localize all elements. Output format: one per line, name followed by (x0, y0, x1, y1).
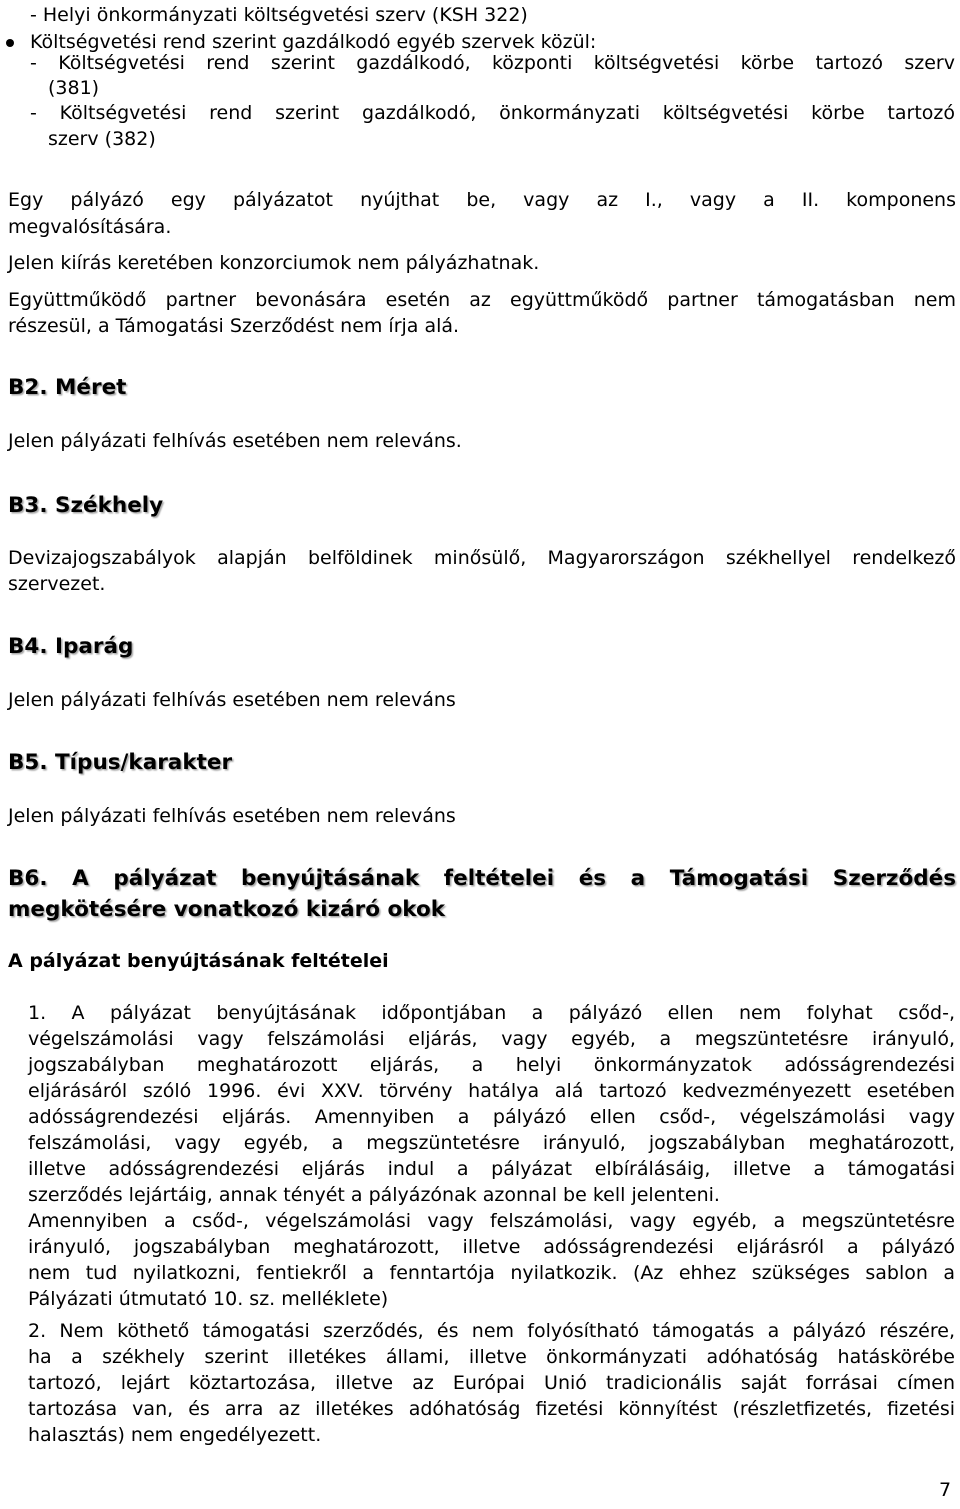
condition-line: halasztás) nem engedélyezett. (28, 1424, 322, 1446)
section-heading-b2 (8, 375, 126, 400)
condition-line: tartozó, lejárt köztartozása, illetve az Európai Unió tradicionális saját forrásai címen (28, 1372, 955, 1394)
paragraph-konzorcium: Jelen kiírás keretében konzorciumok nem pályázhatnak. (8, 252, 540, 274)
condition-line: ha a székhely szerint illetékes állami, illetve önkormányzati adóhatóság hatáskörébe (28, 1346, 955, 1368)
paragraph-egyuttmukodo-cont: részesül, a Támogatási Szerződést nem írja alá. (8, 315, 460, 337)
condition-item-2 (28, 1318, 955, 1448)
list-item-onkormanyzati: - Költségvetési rend szerint gazdálkodó, önkormányzati költségvetési körbe tartozó (30, 102, 955, 124)
condition-line: nem tud nyilatkozni, fentiekről a fenntartója nyilatkozik. (Az ehhez szükséges sablon a (28, 1262, 955, 1284)
section-text-b5: Jelen pályázati felhívás esetében nem releváns (8, 805, 456, 827)
condition-line: Amennyiben a csőd-, végelszámolási vagy felszámolási, vagy egyéb, a megszüntetésre (28, 1210, 955, 1232)
section-heading-b6-cont: megkötésére vonatkozó kizáró okok (8, 897, 446, 922)
list-item-helyi: - Helyi önkormányzati költségvetési szerv (KSH 322) (30, 4, 528, 26)
section-number: B3. (8, 493, 48, 518)
subsection-title: A pályázat benyújtásának feltételei (8, 950, 389, 972)
section-title: Méret (55, 375, 127, 400)
list-item-kozponti-cont: (381) (48, 77, 100, 99)
condition-line: irányuló, jogszabályban meghatározott, illetve adósságrendezési eljárásról a pályázó (28, 1236, 955, 1258)
section-text-b3-cont: szervezet. (8, 573, 106, 595)
paragraph-egy-palyazo: Egy pályázó egy pályázatot nyújthat be, vagy az I., vagy a II. komponens (8, 189, 956, 211)
condition-line: eljárásáról szóló 1996. évi XXV. törvény hatálya alá tartozó kedvezményezett esetében (28, 1080, 955, 1102)
section-title: Iparág (55, 634, 134, 659)
section-number: B2. (8, 375, 48, 400)
section-heading-b3 (8, 493, 163, 518)
paragraph-egy-palyazo-cont: megvalósítására. (8, 216, 172, 238)
paragraph-egyuttmukodo: Együttműködő partner bevonására esetén az együttműködő partner támogatásban nem (8, 289, 956, 311)
section-number: B5. (8, 750, 48, 775)
section-title: A pályázat benyújtásának feltételei és a Támogatási Szerződés (72, 866, 956, 891)
condition-line: végelszámolási vagy felszámolási eljárás, vagy egyéb, a megszüntetésre irányuló, (28, 1028, 955, 1050)
section-number: B6. (8, 866, 48, 891)
list-item-onkormanyzati-cont: szerv (382) (48, 128, 156, 150)
page-number: 7 (939, 1479, 952, 1501)
section-text-b3: Devizajogszabályok alapján belföldinek minősülő, Magyarországon székhellyel rendelkező (8, 547, 956, 569)
condition-line: jogszabályban meghatározott eljárás, a helyi önkormányzatok adósságrendezési (28, 1054, 955, 1076)
section-heading-b5 (8, 750, 232, 775)
list-item-egyeb: Költségvetési rend szerint gazdálkodó egyéb szervek közül: (30, 31, 597, 53)
condition-line: 2. Nem köthető támogatási szerződés, és nem folyósítható támogatás a pályázó részére, (28, 1320, 955, 1342)
section-text-b4: Jelen pályázati felhívás esetében nem releváns (8, 689, 456, 711)
condition-item-1b (28, 1208, 955, 1312)
condition-line: illetve adósságrendezési eljárás indul a pályázat elbírálásáig, illetve a támogatási (28, 1158, 955, 1180)
list-item-kozponti: - Költségvetési rend szerint gazdálkodó, központi költségvetési körbe tartozó szerv (30, 52, 955, 74)
condition-line: szerződés lejártáig, annak tényét a pályázónak azonnal be kell jelenteni. (28, 1184, 720, 1206)
condition-line: Pályázati útmutató 10. sz. melléklete) (28, 1288, 389, 1310)
condition-line: tartozása van, és arra az illetékes adóhatóság fizetési könnyítést (részletfizetés, fizetési (28, 1398, 955, 1420)
section-number: B4. (8, 634, 48, 659)
condition-line: 1. A pályázat benyújtásának időpontjában a pályázó ellen nem folyhat csőd-, (28, 1002, 955, 1024)
section-title: Székhely (55, 493, 164, 518)
condition-item-1 (28, 1000, 955, 1208)
section-heading-b4 (8, 634, 133, 659)
section-title: Típus/karakter (55, 750, 233, 775)
bullet-icon (6, 39, 14, 47)
section-heading-b6 (8, 866, 956, 891)
condition-line: adósságrendezési eljárás. Amennyiben a pályázó ellen csőd-, végelszámolási vagy (28, 1106, 955, 1128)
condition-line: felszámolási, vagy egyéb, a megszüntetésre irányuló, jogszabályban meghatározott, (28, 1132, 955, 1154)
section-text-b2: Jelen pályázati felhívás esetében nem releváns. (8, 430, 462, 452)
